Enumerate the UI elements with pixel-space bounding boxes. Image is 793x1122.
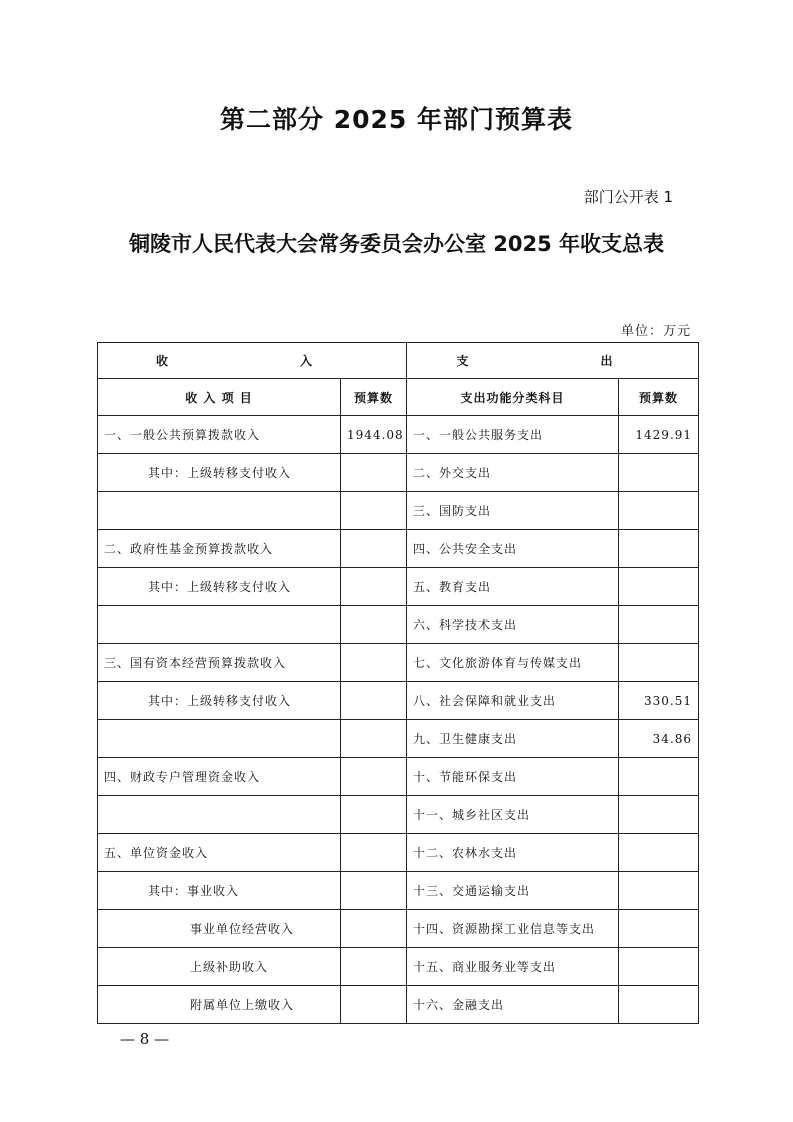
table-row bbox=[98, 568, 699, 606]
income-amount bbox=[341, 986, 407, 1024]
income-amount bbox=[341, 568, 407, 606]
expense-amount bbox=[619, 606, 699, 644]
expense-item: 二、外交支出 bbox=[407, 454, 619, 492]
expense-amount bbox=[619, 910, 699, 948]
expense-amount bbox=[619, 758, 699, 796]
expense-amount bbox=[619, 454, 699, 492]
table-row bbox=[98, 644, 699, 682]
income-item bbox=[98, 492, 341, 530]
expense-item: 十一、城乡社区支出 bbox=[407, 796, 619, 834]
expense-amount bbox=[619, 834, 699, 872]
table-row bbox=[98, 758, 699, 796]
income-item: 附属单位上缴收入 bbox=[98, 986, 341, 1024]
income-amount bbox=[341, 910, 407, 948]
income-item bbox=[98, 796, 341, 834]
table-title: 铜陵市人民代表大会常务委员会办公室 2025 年收支总表 bbox=[128, 232, 665, 256]
income-item: 其中：上级转移支付收入 bbox=[98, 568, 341, 606]
section-title: 第二部分 2025 年部门预算表 bbox=[220, 105, 573, 134]
expense-item: 八、社会保障和就业支出 bbox=[407, 682, 619, 720]
income-amount bbox=[341, 834, 407, 872]
form-code-label: 部门公开表 1 bbox=[583, 188, 673, 206]
expense-amount bbox=[619, 986, 699, 1024]
table-row bbox=[98, 454, 699, 492]
expense-item: 七、文化旅游体育与传媒支出 bbox=[407, 644, 619, 682]
income-amount bbox=[341, 948, 407, 986]
table-row bbox=[98, 910, 699, 948]
budget-summary-table bbox=[97, 342, 699, 1024]
expense-item: 一、一般公共服务支出 bbox=[407, 416, 619, 454]
expense-amount bbox=[619, 492, 699, 530]
income-item bbox=[98, 720, 341, 758]
expense-amount bbox=[619, 568, 699, 606]
income-amount bbox=[341, 492, 407, 530]
expense-item: 十六、金融支出 bbox=[407, 986, 619, 1024]
expense-item: 十五、商业服务业等支出 bbox=[407, 948, 619, 986]
table-row bbox=[98, 872, 699, 910]
expense-item: 十三、交通运输支出 bbox=[407, 872, 619, 910]
expense-amount: 1429.91 bbox=[619, 416, 699, 454]
expense-amount bbox=[619, 644, 699, 682]
income-amount bbox=[341, 758, 407, 796]
table-row bbox=[98, 948, 699, 986]
income-item: 三、国有资本经营预算拨款收入 bbox=[98, 644, 341, 682]
expense-group-header: 支 出 bbox=[407, 343, 699, 379]
income-item: 事业单位经营收入 bbox=[98, 910, 341, 948]
expense-item: 三、国防支出 bbox=[407, 492, 619, 530]
expense-amount-header: 预算数 bbox=[619, 379, 699, 416]
income-item bbox=[98, 606, 341, 644]
expense-item: 四、公共安全支出 bbox=[407, 530, 619, 568]
income-item: 四、财政专户管理资金收入 bbox=[98, 758, 341, 796]
expense-item: 五、教育支出 bbox=[407, 568, 619, 606]
income-item: 一、一般公共预算拨款收入 bbox=[98, 416, 341, 454]
expense-item: 十四、资源勘探工业信息等支出 bbox=[407, 910, 619, 948]
income-amount bbox=[341, 606, 407, 644]
expense-amount: 330.51 bbox=[619, 682, 699, 720]
income-item: 二、政府性基金预算拨款收入 bbox=[98, 530, 341, 568]
income-item-header: 收 入 项 目 bbox=[98, 379, 341, 416]
table-row bbox=[98, 796, 699, 834]
income-item: 其中：上级转移支付收入 bbox=[98, 682, 341, 720]
table-row bbox=[98, 492, 699, 530]
income-amount bbox=[341, 644, 407, 682]
table-row bbox=[98, 720, 699, 758]
table-row bbox=[98, 530, 699, 568]
table-row bbox=[98, 606, 699, 644]
expense-amount bbox=[619, 796, 699, 834]
column-header-row bbox=[98, 379, 699, 416]
table-row bbox=[98, 682, 699, 720]
expense-item: 六、科学技术支出 bbox=[407, 606, 619, 644]
income-amount bbox=[341, 530, 407, 568]
income-amount bbox=[341, 454, 407, 492]
unit-label: 单位：万元 bbox=[620, 324, 691, 339]
expense-amount bbox=[619, 948, 699, 986]
expense-item-header: 支出功能分类科目 bbox=[407, 379, 619, 416]
page-number: — 8 — bbox=[120, 1030, 170, 1048]
income-amount bbox=[341, 682, 407, 720]
expense-item: 十、节能环保支出 bbox=[407, 758, 619, 796]
table-row bbox=[98, 416, 699, 454]
income-item: 上级补助收入 bbox=[98, 948, 341, 986]
income-amount bbox=[341, 796, 407, 834]
income-amount: 1944.08 bbox=[341, 416, 407, 454]
expense-item: 十二、农林水支出 bbox=[407, 834, 619, 872]
income-amount bbox=[341, 720, 407, 758]
table-row bbox=[98, 834, 699, 872]
expense-item: 九、卫生健康支出 bbox=[407, 720, 619, 758]
group-header-row bbox=[98, 343, 699, 379]
income-amount bbox=[341, 872, 407, 910]
income-item: 其中：事业收入 bbox=[98, 872, 341, 910]
income-group-header: 收 入 bbox=[98, 343, 407, 379]
expense-amount bbox=[619, 530, 699, 568]
income-amount-header: 预算数 bbox=[341, 379, 407, 416]
income-item: 五、单位资金收入 bbox=[98, 834, 341, 872]
expense-amount: 34.86 bbox=[619, 720, 699, 758]
income-item: 其中：上级转移支付收入 bbox=[98, 454, 341, 492]
expense-amount bbox=[619, 872, 699, 910]
table-row bbox=[98, 986, 699, 1024]
